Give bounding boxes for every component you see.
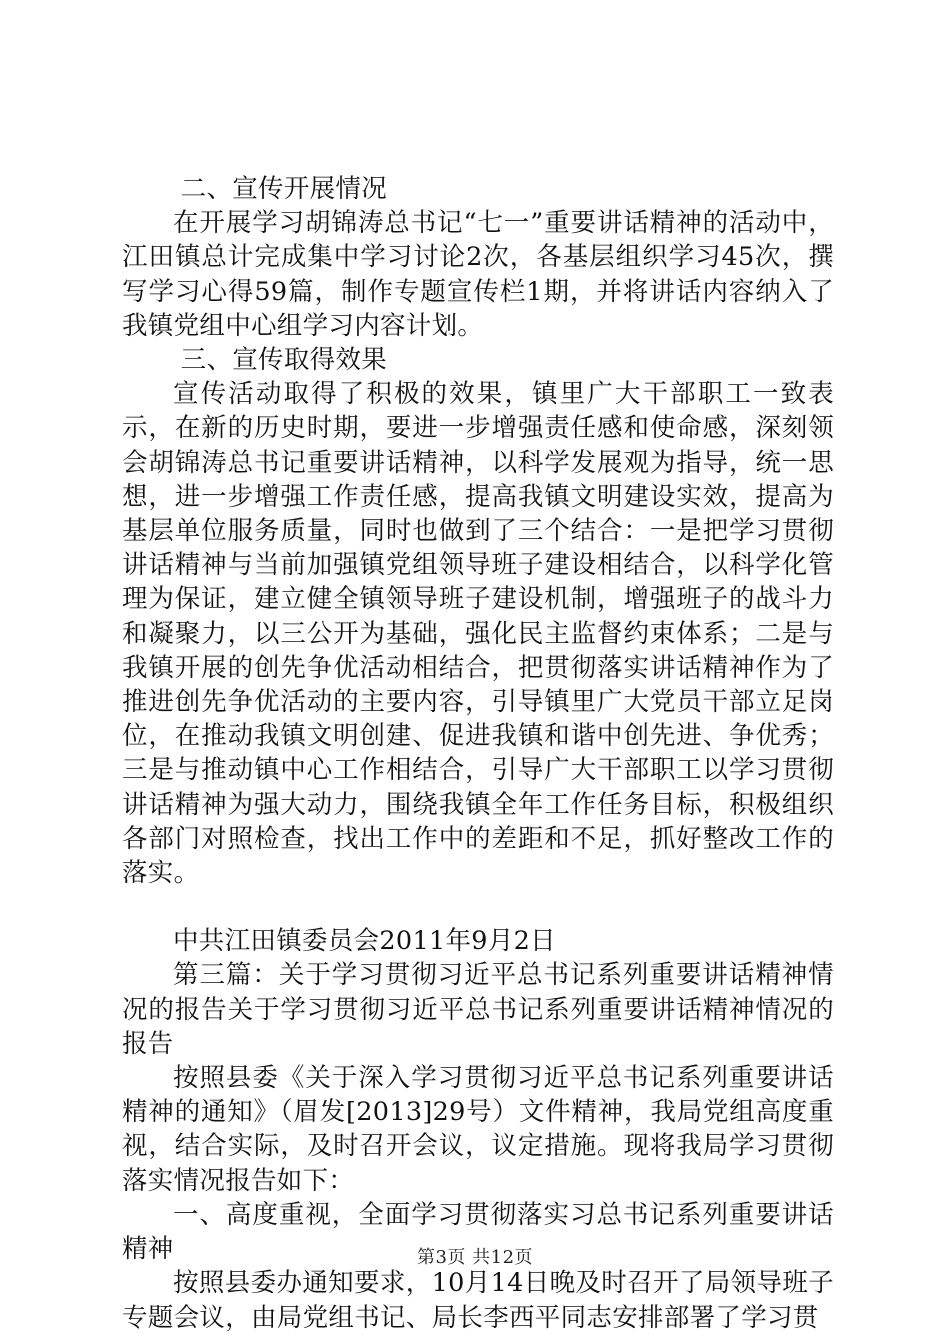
chapter-three-title: 第三篇：关于学习贯彻习近平总书记系列重要讲话精神情况的报告关于学习贯彻习近平总书记系列重要讲话精神情况的报告	[122, 960, 834, 1059]
paragraph-meeting: 按照县委办通知要求，10月14日晚及时召开了局领导班子专题会议，由局党组书记、局长李西平同志安排部署了学习贯	[122, 1268, 834, 1333]
paragraph-study-activities: 在开展学习胡锦涛总书记“七一”重要讲话精神的活动中，江田镇总计完成集中学习讨论2次，各基层组织学习45次，撰写学习心得59篇，制作专题宣传栏1期，并将讲话内容纳入了我镇党组中心组学习内容计划。	[122, 208, 834, 341]
page-number: 第3页 共12页	[416, 1247, 534, 1268]
signature-line: 中共江田镇委员会2011年9月2日	[173, 926, 556, 957]
subsection-heading-1: 一、高度重视，全面学习贯彻落实习总书记系列重要讲话精神	[122, 1199, 834, 1265]
document-body	[122, 172, 834, 1335]
paragraph-effects: 宣传活动取得了积极的效果，镇里广大干部职工一致表示，在新的历史时期，要进一步增强责任感和使命感，深刻领会胡锦涛总书记重要讲话精神，以科学发展观为指导，统一思想，进一步增强工作责任感，提高我镇文明建设实效，提高为基层单位服务质量，同时也做到了三个结合：一是把学习贯彻讲话精神与当前加强镇党组领导班子建设相结合，以科学化管理为保证，建立健全镇领导班子建设机制，增强班子的战斗力和凝聚力，以三公开为基础，强化民主监督约束体系；二是与我镇开展的创先争优活动相结合，把贯彻落实讲话精神作为了推进创先争优活动的主要内容，引导镇里广大党员干部立足岗位，在推动我镇文明创建、促进我镇和谐中创先进、争优秀；三是与推动镇中心工作相结合，引导广大干部职工以学习贯彻讲话精神为强大动力，围绕我镇全年工作任务目标，积极组织各部门对照检查，找出工作中的差距和不足，抓好整改工作的落实。	[122, 379, 834, 889]
section-heading-3: 三、宣传取得效果	[180, 345, 388, 376]
section-heading-2: 二、宣传开展情况	[180, 174, 388, 204]
paragraph-county-notice: 按照县委《关于深入学习贯彻习近平总书记系列重要讲话精神的通知》（眉发[2013]29号）文件精神，我局党组高度重视，结合实际，及时召开会议，议定措施。现将我局学习贯彻落实情况报告如下：	[122, 1063, 834, 1196]
